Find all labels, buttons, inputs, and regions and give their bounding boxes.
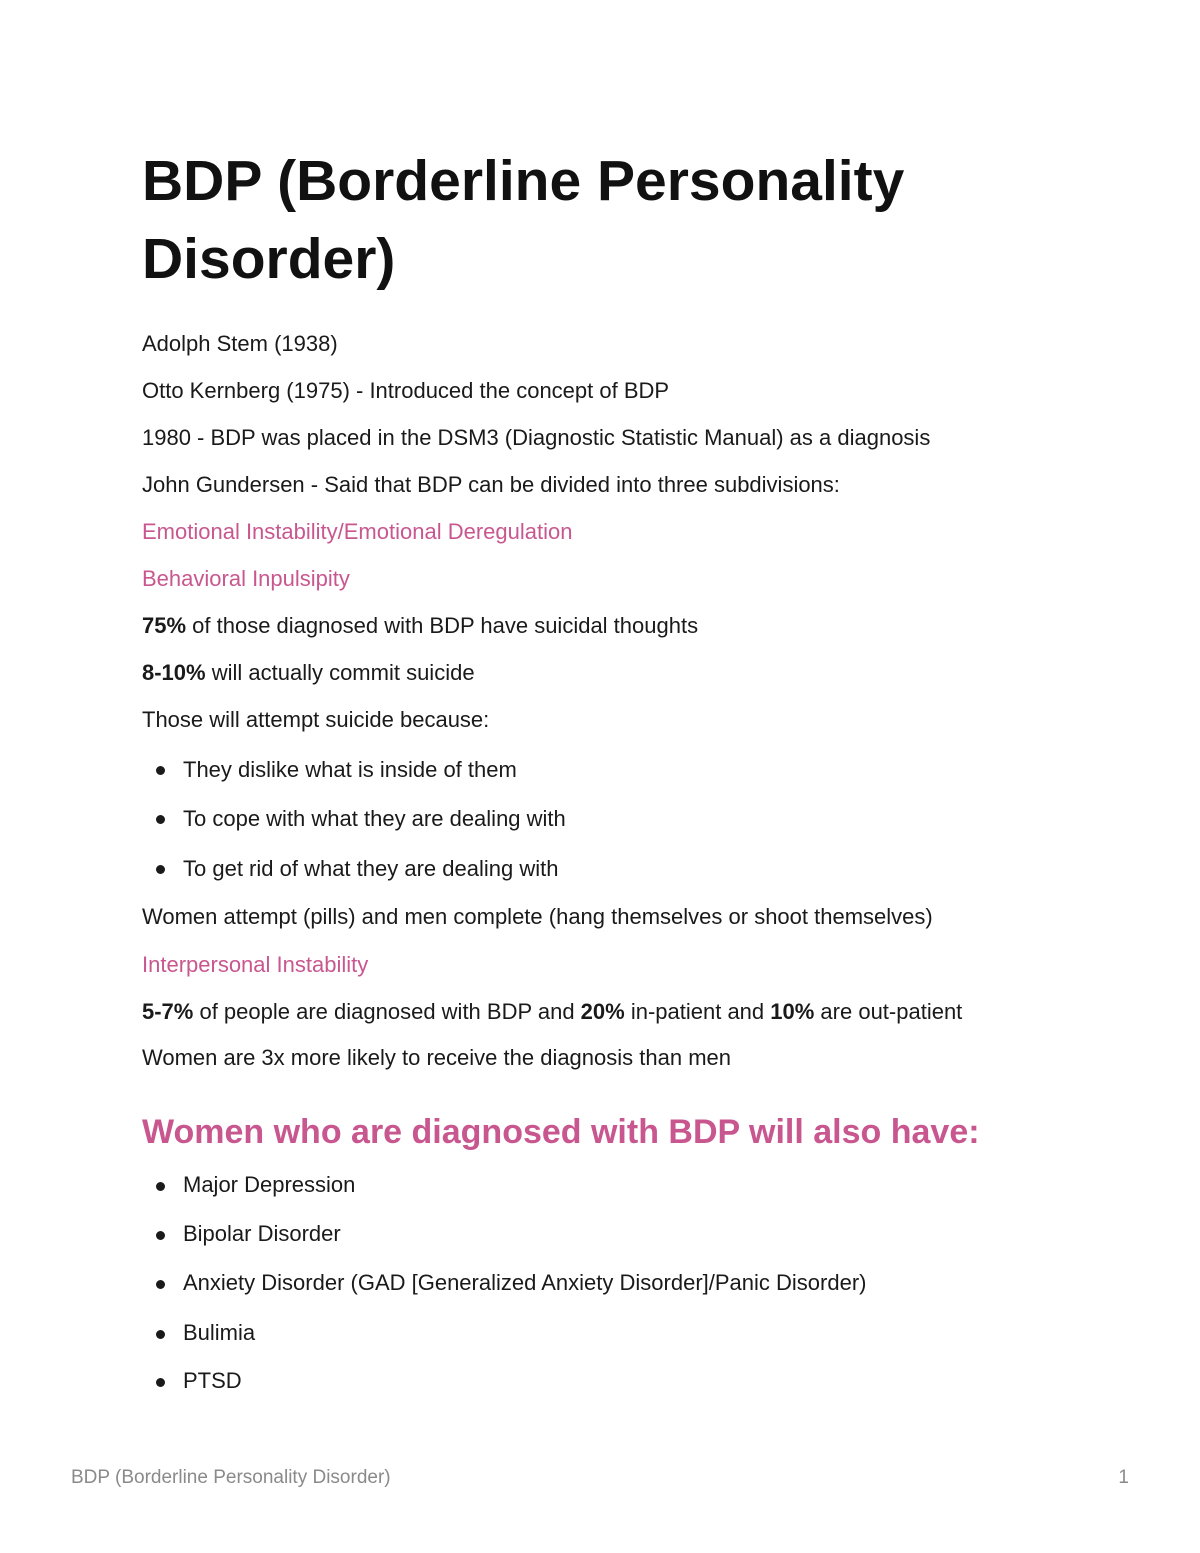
stat-value: 8-10% — [142, 660, 206, 685]
bullet-dot — [156, 1280, 165, 1289]
bullet-dot — [156, 815, 165, 824]
page-title: BDP (Borderline Personality Disorder) — [142, 149, 905, 291]
stat-text: of those diagnosed with BDP have suicidal thoughts — [186, 613, 699, 638]
subdivision-behavioral-inpulsipity: Behavioral Inpulsipity — [142, 566, 350, 591]
stat-value: 10% — [770, 999, 815, 1024]
stat-text: of people are diagnosed with BDP and — [193, 999, 581, 1024]
list-item-comorbidity: PTSD — [183, 1368, 242, 1393]
text-line-dsm3: 1980 - BDP was placed in the DSM3 (Diagnostic Statistic Manual) as a diagnosis — [142, 425, 931, 450]
text-line-women-men: Women attempt (pills) and men complete (hang themselves or shoot themselves) — [142, 904, 933, 929]
bullet-dot — [156, 1378, 165, 1387]
stat-diagnosis-rates — [142, 998, 962, 1026]
stat-text: will actually commit suicide — [205, 660, 475, 685]
text-line-john-gundersen: John Gundersen - Said that BDP can be divided into three subdivisions: — [142, 472, 840, 497]
bullet-dot — [156, 1330, 165, 1339]
text-line-attempt-because: Those will attempt suicide because: — [142, 707, 490, 732]
list-item-reason: To get rid of what they are dealing with — [183, 856, 559, 881]
subdivision-emotional-instability: Emotional Instability/Emotional Deregulation — [142, 519, 573, 544]
stat-value: 20% — [580, 999, 625, 1024]
stat-value: 5-7% — [142, 999, 194, 1024]
list-item-reason: To cope with what they are dealing with — [183, 806, 566, 831]
list-item-reason: They dislike what is inside of them — [183, 757, 517, 782]
bullet-dot — [156, 766, 165, 775]
text-line-otto-kernberg: Otto Kernberg (1975) - Introduced the concept of BDP — [142, 378, 670, 403]
text-line-women-3x: Women are 3x more likely to receive the diagnosis than men — [142, 1045, 731, 1070]
subdivision-interpersonal-instability: Interpersonal Instability — [142, 952, 369, 977]
stat-commit-suicide — [142, 659, 475, 687]
footer-page-number: 1 — [1118, 1467, 1129, 1488]
list-item-comorbidity: Bipolar Disorder — [183, 1221, 341, 1246]
stat-suicidal-thoughts — [142, 612, 698, 640]
footer-document-title: BDP (Borderline Personality Disorder) — [71, 1467, 391, 1488]
stat-text: in-patient and — [624, 999, 771, 1024]
list-item-comorbidity: Bulimia — [183, 1320, 256, 1345]
list-item-comorbidity: Major Depression — [183, 1172, 356, 1197]
list-item-comorbidity: Anxiety Disorder (GAD [Generalized Anxiety Disorder]/Panic Disorder) — [183, 1270, 867, 1295]
section-heading-comorbidities: Women who are diagnosed with BDP will also have: — [142, 1113, 980, 1151]
stat-value: 75% — [142, 613, 187, 638]
bullet-dot — [156, 1231, 165, 1240]
bullet-dot — [156, 865, 165, 874]
bullet-dot — [156, 1182, 165, 1191]
stat-text: are out-patient — [814, 999, 963, 1024]
text-line-adolph-stem: Adolph Stem (1938) — [142, 331, 338, 356]
